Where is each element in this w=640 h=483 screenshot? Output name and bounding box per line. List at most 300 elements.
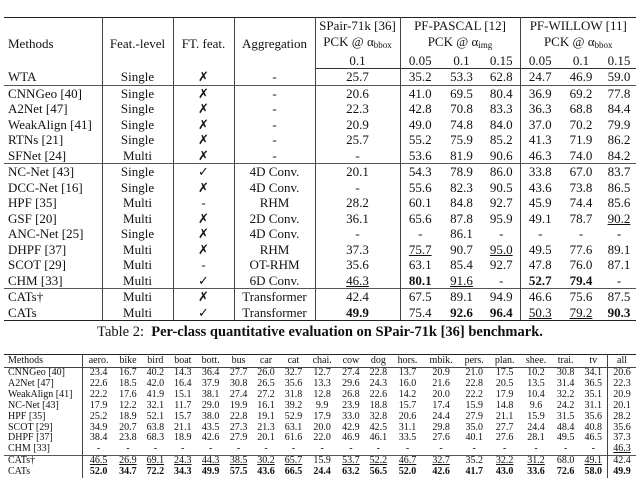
table-cell: 9.9 bbox=[315, 399, 329, 411]
table-cell: 32.1 bbox=[146, 399, 165, 411]
method-name: WeakAlign [41] bbox=[4, 390, 83, 401]
table-cell: 22.8 bbox=[465, 377, 483, 389]
table-cell: 32.7 bbox=[284, 367, 303, 378]
table-cell: 26.9 bbox=[114, 456, 141, 467]
table-cell: ✗ bbox=[173, 117, 234, 133]
method-name: DHPF [37] bbox=[4, 433, 83, 444]
table-cell: 84.0 bbox=[483, 117, 520, 133]
table-cell: Single bbox=[102, 132, 173, 148]
table-cell: 16.0 bbox=[398, 377, 417, 389]
table-cell: 31.8 bbox=[284, 388, 303, 400]
table-cell: 21.6 bbox=[432, 377, 450, 389]
table-cell: 89.1 bbox=[607, 241, 631, 257]
table-cell: 42.9 bbox=[342, 421, 360, 433]
table-cell: ✓ bbox=[173, 164, 234, 180]
metric-spair: PCK @ $\alpha_{bbox}$ bbox=[315, 34, 400, 53]
header-methods: Methods bbox=[4, 355, 83, 368]
table-row bbox=[4, 226, 636, 242]
method-name: CATs bbox=[4, 467, 83, 478]
table-cell: - bbox=[578, 226, 584, 241]
table-cell: - bbox=[418, 226, 423, 241]
table-cell: 20.9 bbox=[315, 117, 400, 133]
table-cell: 68.0 bbox=[552, 456, 579, 467]
table-cell: 90.5 bbox=[483, 180, 520, 196]
table-cell: 37.3 bbox=[315, 242, 400, 258]
table-cell: 74.4 bbox=[569, 195, 593, 210]
table-cell: 33.6 bbox=[527, 466, 545, 478]
table-cell: 43.0 bbox=[495, 466, 514, 478]
table-row bbox=[4, 467, 636, 478]
table-cell: 17.9 bbox=[313, 410, 331, 422]
table-cell: 27.7 bbox=[495, 421, 514, 433]
table-cell: Single bbox=[102, 226, 173, 242]
table-row bbox=[4, 289, 636, 305]
table-cell: 13.5 bbox=[527, 377, 545, 389]
table-cell: 10.2 bbox=[527, 367, 545, 378]
table-cell: 73.8 bbox=[569, 179, 593, 195]
column-header: car bbox=[252, 355, 279, 368]
table-cell: 20.0 bbox=[313, 421, 331, 433]
table-row bbox=[4, 242, 636, 258]
table-cell: 32.2 bbox=[556, 388, 575, 400]
table-cell: - bbox=[483, 226, 520, 242]
table-cell: 62.8 bbox=[483, 69, 520, 86]
table-cell: 35.2 bbox=[459, 456, 489, 467]
table-cell: 40.8 bbox=[579, 423, 607, 434]
method-name: RTNs [21] bbox=[4, 132, 102, 148]
table-cell: 90.6 bbox=[483, 148, 520, 164]
table-cell: 46.3 bbox=[613, 443, 631, 455]
table-cell: 55.6 bbox=[408, 179, 432, 195]
table-cell: 17.5 bbox=[495, 367, 514, 378]
column-header: mbik. bbox=[423, 355, 459, 368]
table-cell: 53.7 bbox=[337, 456, 364, 467]
method-name: DHPF [37] bbox=[4, 242, 102, 258]
table-cell: - bbox=[236, 443, 241, 455]
table-cell: 45.9 bbox=[528, 195, 552, 210]
table-cell: 35.6 bbox=[579, 412, 607, 423]
table-cell: 49.5 bbox=[556, 432, 575, 444]
table-cell: - bbox=[173, 195, 234, 211]
table-cell: 49.5 bbox=[528, 241, 552, 257]
table-cell: 38.4 bbox=[89, 432, 108, 444]
table-cell: - bbox=[320, 443, 324, 455]
table-cell: 24.3 bbox=[169, 456, 196, 467]
table-cell: - bbox=[439, 443, 443, 455]
column-header: tv bbox=[579, 355, 607, 368]
table-cell: 43.5 bbox=[201, 421, 220, 433]
table-cell: Multi bbox=[102, 257, 173, 273]
table-cell: 65.7 bbox=[280, 456, 307, 467]
table-cell: 32.2 bbox=[489, 456, 520, 467]
table-cell: 49.0 bbox=[408, 116, 432, 132]
table-cell: 34.3 bbox=[174, 466, 192, 478]
table-cell: 38.5 bbox=[225, 456, 252, 467]
table-cell: 87.5 bbox=[602, 289, 636, 305]
table-cell: 65.6 bbox=[408, 210, 432, 226]
table-cell: 91.6 bbox=[450, 272, 473, 288]
table-cell: 44.3 bbox=[197, 456, 225, 467]
method-name: A2Net [47] bbox=[4, 101, 102, 117]
table-cell: ✗ bbox=[173, 226, 234, 242]
method-name: CATs bbox=[4, 305, 102, 321]
header-pf-pascal: PF-PASCAL [12] bbox=[400, 18, 520, 34]
threshold: 0.15 bbox=[602, 53, 636, 69]
table-cell: 15.9 bbox=[527, 410, 545, 422]
table-cell: 55.2 bbox=[408, 132, 432, 147]
method-name: CHM [33] bbox=[4, 444, 83, 455]
table-cell: 6D Conv. bbox=[234, 273, 315, 289]
table-cell: 27.9 bbox=[229, 432, 248, 444]
column-header: cat bbox=[280, 355, 307, 368]
table-row bbox=[4, 101, 636, 117]
table-cell: 16.4 bbox=[174, 377, 192, 389]
table-row bbox=[4, 257, 636, 273]
table-cell: 42.6 bbox=[432, 466, 450, 478]
table-cell: ✗ bbox=[173, 132, 234, 148]
table-cell: 82.3 bbox=[450, 179, 473, 195]
method-name: SCOT [29] bbox=[4, 423, 83, 434]
table-cell: 15.9 bbox=[465, 399, 483, 411]
table-cell: 69.1 bbox=[142, 456, 169, 467]
table-cell: 86.0 bbox=[483, 164, 520, 180]
table-cell: 35.0 bbox=[465, 421, 483, 433]
table-cell: 12.7 bbox=[313, 367, 331, 378]
header-pf-willow: PF-WILLOW [11] bbox=[520, 18, 636, 34]
table-cell: 33.0 bbox=[342, 410, 360, 422]
comparison-table bbox=[4, 17, 636, 321]
table-cell: 56.5 bbox=[369, 466, 388, 478]
table-cell: ✗ bbox=[173, 148, 234, 164]
table-cell: 52.7 bbox=[528, 272, 552, 288]
table-cell: 90.2 bbox=[607, 210, 631, 226]
table-cell: 14.3 bbox=[174, 367, 192, 378]
table-cell: - bbox=[503, 443, 507, 455]
table-cell: 31.4 bbox=[556, 377, 575, 389]
table-cell: - bbox=[563, 443, 568, 455]
table-cell: 24.4 bbox=[432, 410, 450, 422]
table-cell: 25.2 bbox=[89, 410, 108, 422]
table-cell: 90.7 bbox=[450, 241, 473, 257]
table-cell: 22.6 bbox=[369, 388, 388, 400]
table-cell: 27.4 bbox=[342, 367, 360, 378]
table-cell: - bbox=[264, 443, 268, 455]
method-name: ANC-Net [25] bbox=[4, 226, 102, 242]
table-cell: 11.7 bbox=[174, 399, 192, 411]
table-cell: 31.1 bbox=[579, 401, 607, 412]
table-cell: 21.3 bbox=[257, 421, 275, 433]
table-cell: 96.4 bbox=[483, 305, 520, 321]
header-feat-level: Feat.-level bbox=[102, 18, 173, 69]
table-cell: 27.6 bbox=[432, 432, 450, 444]
table-cell: 14.8 bbox=[495, 399, 514, 411]
table-cell: 34.9 bbox=[89, 421, 108, 433]
table-cell: Multi bbox=[102, 289, 173, 305]
table-cell: 60.1 bbox=[408, 195, 432, 210]
table-cell: 67.5 bbox=[400, 289, 440, 305]
table-cell: 46.9 bbox=[342, 432, 360, 444]
table-cell: 95.0 bbox=[483, 242, 520, 258]
table-cell: 18.8 bbox=[369, 399, 388, 411]
table-cell: 13.7 bbox=[398, 367, 417, 378]
table-cell: 85.2 bbox=[483, 132, 520, 148]
column-header: cow bbox=[337, 355, 364, 368]
header-spair: SPair-71k [36] bbox=[315, 18, 400, 34]
threshold: 0.1 bbox=[440, 53, 483, 69]
table-cell: 92.7 bbox=[483, 195, 520, 211]
table-cell: 4D Conv. bbox=[234, 164, 315, 180]
table-cell: 52.9 bbox=[284, 410, 303, 422]
method-name: WeakAlign [41] bbox=[4, 117, 102, 133]
table-cell: - bbox=[376, 443, 381, 455]
table-cell: 49.9 bbox=[613, 466, 631, 478]
table-cell: 4D Conv. bbox=[234, 226, 315, 242]
table-cell: Transformer bbox=[234, 305, 315, 321]
table-cell: 22.3 bbox=[315, 101, 400, 117]
table-cell: 21.1 bbox=[495, 410, 514, 422]
table-cell: 33.8 bbox=[520, 164, 560, 180]
table-cell: 63.1 bbox=[284, 421, 303, 433]
table-cell: 9.6 bbox=[529, 399, 543, 411]
method-name: SFNet [24] bbox=[4, 148, 102, 164]
column-header: shee. bbox=[520, 355, 552, 368]
table-cell: 92.6 bbox=[440, 305, 483, 321]
table-cell: - bbox=[234, 117, 315, 133]
metric-pascal: PCK @ $\alpha_{img}$ bbox=[400, 34, 520, 53]
table-cell: 86.5 bbox=[607, 179, 631, 195]
method-name: CHM [33] bbox=[4, 273, 102, 289]
table-cell: 75.9 bbox=[450, 132, 473, 147]
table-cell: - bbox=[349, 443, 353, 455]
table-cell: 42.4 bbox=[315, 289, 400, 305]
table-row bbox=[4, 412, 636, 423]
table-cell: 26.5 bbox=[257, 377, 275, 389]
table-cell: 71.9 bbox=[569, 132, 593, 147]
column-header: bus bbox=[225, 355, 252, 368]
table-cell: 42.5 bbox=[369, 421, 388, 433]
method-name: NC-Net [43] bbox=[4, 401, 83, 412]
table-cell: 23.8 bbox=[119, 432, 137, 444]
table-cell: 36.1 bbox=[315, 211, 400, 227]
table-row bbox=[4, 117, 636, 133]
table-cell: 24.2 bbox=[556, 399, 575, 411]
table-cell: 42.6 bbox=[201, 432, 220, 444]
table-cell: 23.9 bbox=[342, 399, 360, 411]
table-cell: 69.2 bbox=[560, 85, 602, 101]
table-cell: 27.3 bbox=[229, 421, 248, 433]
caption-label: Table 2: bbox=[97, 324, 145, 340]
table-cell: 49.1 bbox=[528, 210, 552, 226]
table-cell: 42.4 bbox=[608, 456, 636, 467]
per-class-table bbox=[4, 354, 636, 478]
table-cell: ✗ bbox=[173, 242, 234, 258]
table-cell: 30.8 bbox=[556, 367, 575, 378]
method-name: GSF [20] bbox=[4, 211, 102, 227]
column-header: bott. bbox=[197, 355, 225, 368]
table-cell: 47.8 bbox=[528, 257, 552, 272]
table-cell: Single bbox=[102, 85, 173, 101]
threshold: 0.05 bbox=[520, 53, 560, 69]
table-cell: 46.5 bbox=[83, 456, 115, 467]
table-cell: - bbox=[234, 132, 315, 148]
table-cell: 84.4 bbox=[607, 101, 631, 116]
method-name: NC-Net [43] bbox=[4, 164, 102, 180]
table-cell: Single bbox=[102, 101, 173, 117]
table-cell: 34.7 bbox=[119, 466, 137, 478]
table-cell: 26.0 bbox=[257, 367, 275, 378]
table-cell: 31.2 bbox=[520, 456, 552, 467]
table-cell: 14.2 bbox=[398, 388, 417, 400]
table-cell: 40.1 bbox=[465, 432, 483, 444]
table-cell: 87.8 bbox=[450, 210, 473, 226]
table-cell: 63.2 bbox=[342, 466, 360, 478]
column-header: bird bbox=[142, 355, 169, 368]
table-cell: - bbox=[96, 443, 101, 455]
table-cell: ✗ bbox=[173, 101, 234, 117]
table-cell: 95.9 bbox=[483, 211, 520, 227]
table-cell: 41.7 bbox=[465, 466, 483, 478]
table-row bbox=[4, 164, 636, 180]
table-cell: 33.5 bbox=[398, 432, 417, 444]
table-cell: 84.2 bbox=[607, 147, 631, 163]
table-cell: 52.2 bbox=[365, 456, 392, 467]
table-cell: 34.1 bbox=[579, 368, 607, 379]
table-cell: 27.9 bbox=[465, 410, 483, 422]
table-cell: 49.1 bbox=[579, 456, 607, 467]
table-cell: 87.1 bbox=[607, 257, 631, 272]
table-cell: 38.1 bbox=[201, 388, 220, 400]
table-cell: 26.8 bbox=[342, 388, 360, 400]
table-cell: - bbox=[181, 443, 185, 455]
table-cell: 38.0 bbox=[201, 410, 220, 422]
table-cell: 19.1 bbox=[257, 410, 275, 422]
table-cell: 10.4 bbox=[527, 388, 545, 400]
table-cell: 36.3 bbox=[528, 101, 552, 116]
table-cell: 46.5 bbox=[579, 433, 607, 444]
table-cell: 68.8 bbox=[569, 101, 593, 116]
table-cell: 28.2 bbox=[315, 195, 400, 211]
table-cell: 25.7 bbox=[315, 132, 400, 148]
table-cell: 46.6 bbox=[520, 289, 560, 305]
table-cell: 63.1 bbox=[408, 257, 432, 272]
table-cell: 59.0 bbox=[607, 69, 631, 84]
table-cell: - bbox=[315, 148, 400, 164]
table-cell: 22.0 bbox=[313, 432, 331, 444]
table-cell: 15.9 bbox=[307, 456, 337, 467]
table-cell: 22.2 bbox=[465, 388, 483, 400]
column-header: all bbox=[608, 355, 636, 368]
table-cell: 12.2 bbox=[119, 399, 137, 411]
table-cell: 20.6 bbox=[398, 410, 417, 422]
table-cell: 74.8 bbox=[450, 116, 473, 132]
table-cell: 32.8 bbox=[369, 410, 388, 422]
table-cell: 23.4 bbox=[89, 367, 108, 378]
table-cell: 46.1 bbox=[369, 432, 388, 444]
table-cell: 30.8 bbox=[229, 377, 248, 389]
table-cell: 31.5 bbox=[556, 410, 575, 422]
table-cell: Multi bbox=[102, 211, 173, 227]
table-cell: 78.7 bbox=[569, 210, 593, 226]
table-cell: - bbox=[405, 443, 410, 455]
table-cell: 25.7 bbox=[315, 69, 400, 86]
metric-willow: PCK @ $\alpha_{bbox}$ bbox=[543, 33, 613, 50]
table-cell: 20.9 bbox=[613, 388, 631, 400]
table-cell: 41.3 bbox=[528, 132, 552, 147]
table-cell: Multi bbox=[102, 273, 173, 289]
table-cell: Transformer bbox=[234, 289, 315, 305]
table-cell: 42.0 bbox=[146, 377, 165, 389]
table-cell: - bbox=[126, 443, 130, 455]
table-cell: 15.1 bbox=[174, 388, 192, 400]
table-cell: 48.4 bbox=[556, 421, 575, 433]
table-cell: 15.7 bbox=[398, 399, 417, 411]
table-cell: 20.5 bbox=[495, 377, 514, 389]
table-cell: - bbox=[472, 443, 476, 455]
method-name: CNNGeo [40] bbox=[4, 368, 83, 379]
table-cell: 75.7 bbox=[408, 241, 432, 257]
table-cell: 70.8 bbox=[450, 101, 473, 116]
table-cell: 39.2 bbox=[284, 399, 303, 411]
table-cell: 41.0 bbox=[400, 85, 440, 101]
table-cell: Single bbox=[102, 69, 173, 86]
table-cell: - bbox=[173, 257, 234, 273]
table-cell: 17.9 bbox=[89, 399, 108, 411]
table-cell: 30.2 bbox=[252, 456, 279, 467]
table-cell: Multi bbox=[102, 148, 173, 164]
table-cell: 83.3 bbox=[483, 101, 520, 117]
table-cell: 16.1 bbox=[257, 399, 275, 411]
table-cell: 83.7 bbox=[602, 164, 636, 180]
table-cell: 22.8 bbox=[369, 367, 388, 378]
header-ft-feat: FT. feat. bbox=[173, 18, 234, 69]
method-name: CATs† bbox=[4, 289, 102, 305]
table-cell: - bbox=[234, 148, 315, 164]
table-cell: 37.0 bbox=[528, 116, 552, 132]
table-cell: 21.0 bbox=[465, 367, 483, 378]
table-cell: 58.0 bbox=[579, 467, 607, 478]
table-cell: 35.6 bbox=[613, 421, 631, 433]
table-cell: 49.9 bbox=[201, 466, 220, 478]
table-cell: 79.9 bbox=[607, 116, 631, 132]
column-header: boat bbox=[169, 355, 196, 368]
table-cell: 79.4 bbox=[569, 272, 593, 288]
table-cell: 18.9 bbox=[174, 432, 192, 444]
table-cell: ✗ bbox=[173, 180, 234, 196]
table-cell: - bbox=[483, 273, 520, 289]
table-cell: 15.7 bbox=[174, 410, 192, 422]
table-cell: ✗ bbox=[173, 69, 234, 86]
table-cell: 86.1 bbox=[450, 226, 473, 241]
table-cell: 81.9 bbox=[450, 147, 473, 163]
table-cell: 42.8 bbox=[408, 101, 432, 116]
table-cell: - bbox=[579, 444, 607, 455]
table-cell: 17.9 bbox=[495, 388, 514, 400]
table-row bbox=[4, 132, 636, 148]
table-cell: 72.6 bbox=[556, 466, 575, 478]
table-row bbox=[4, 180, 636, 196]
table-cell: OT-RHM bbox=[234, 257, 315, 273]
table-cell: 40.2 bbox=[146, 367, 165, 378]
table-cell: 53.6 bbox=[408, 147, 432, 163]
table-cell: 4D Conv. bbox=[234, 180, 315, 196]
table-cell: 63.8 bbox=[146, 421, 165, 433]
table-cell: 20.1 bbox=[257, 432, 275, 444]
table-cell: - bbox=[315, 226, 400, 242]
table-cell: - bbox=[209, 443, 213, 455]
table-cell: ✗ bbox=[173, 85, 234, 101]
table-cell: Multi bbox=[102, 305, 173, 321]
table-cell: 35.6 bbox=[315, 257, 400, 273]
